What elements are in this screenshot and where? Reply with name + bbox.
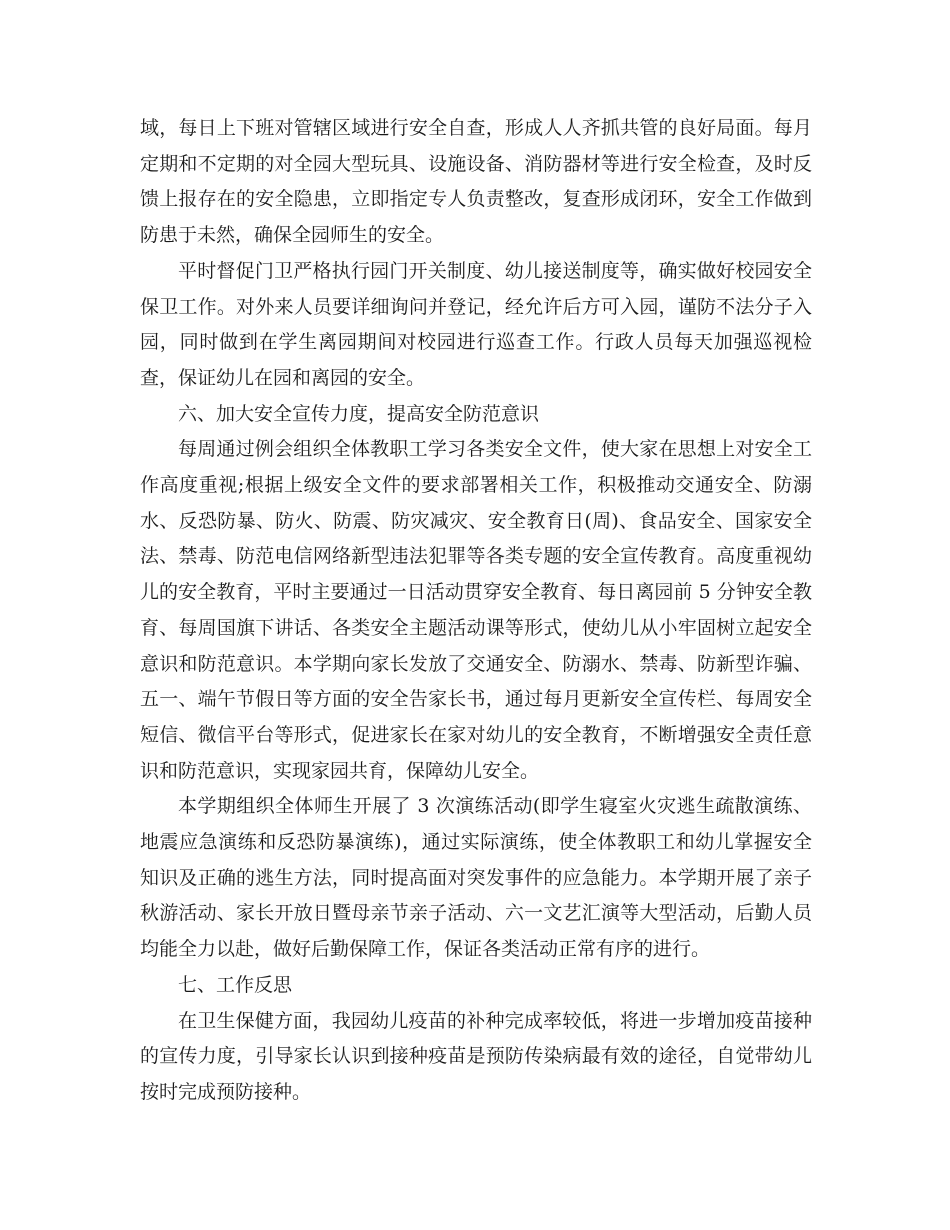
paragraph-safety-education: 每周通过例会组织全体教职工学习各类安全文件，使大家在思想上对安全工作高度重视;根据上级安全文件的要求部署相关工作，积极推动交通安全、防溺水、反恐防暴、防火、防震、防灾减灾、安全教育日(周)、食品安全、国家安全法、禁毒、防范电信网络新型违法犯罪等各类专题的安全宣传教育。高度重视幼儿的安全教育，平时主要通过一日活动贯穿安全教育、每日离园前 5 分钟安全教育、每周国旗下讲话、各类安全主题活动课等形式，使幼儿从小牢固树立起安全意识和防范意识。本学期向家长发放了交通安全、防溺水、禁毒、防新型诈骗、五一、端午节假日等方面的安全告家长书，通过每月更新安全宣传栏、每周安全短信、微信平台等形式，促进家长在家对幼儿的安全教育，不断增强安全责任意识和防范意识，实现家园共育，保障幼儿安全。 xyxy=(140,438,812,782)
section-heading-seven: 七、工作反思 xyxy=(178,973,293,996)
paragraph-gate-security: 平时督促门卫严格执行园门开关制度、幼儿接送制度等，确实做好校园安全保卫工作。对外来人员要详细询问并登记，经允许后方可入园，谨防不法分子入园，同时做到在学生离园期间对校园进行巡查工作。行政人员每天加强巡视检查，保证幼儿在园和离园的安全。 xyxy=(140,259,812,389)
paragraph-drills: 本学期组织全体师生开展了 3 次演练活动(即学生寝室火灾逃生疏散演练、地震应急演练和反恐防暴演练)，通过实际演练，使全体教职工和幼儿掌握安全知识及正确的逃生方法，同时提高面对突发事件的应急能力。本学期开展了亲子秋游活动、家长开放日暨母亲节亲子活动、六一文艺汇演等大型活动，后勤人员均能全力以赴，做好后勤保障工作，保证各类活动正常有序的进行。 xyxy=(140,795,812,961)
paragraph-continuation: 域，每日上下班对管辖区域进行安全自查，形成人人齐抓共管的良好局面。每月定期和不定期的对全园大型玩具、设施设备、消防器材等进行安全检查，及时反馈上报存在的安全隐患，立即指定专人负责整改，复查形成闭环，安全工作做到防患于未然，确保全园师生的安全。 xyxy=(140,117,812,247)
paragraph-reflection: 在卫生保健方面，我园幼儿疫苗的补种完成率较低，将进一步增加疫苗接种的宣传力度，引导家长认识到接种疫苗是预防传染病最有效的途径，自觉带幼儿按时完成预防接种。 xyxy=(140,1009,812,1103)
document-body xyxy=(140,111,812,1111)
section-heading-six: 六、加大安全宣传力度，提高安全防范意识 xyxy=(178,402,540,425)
